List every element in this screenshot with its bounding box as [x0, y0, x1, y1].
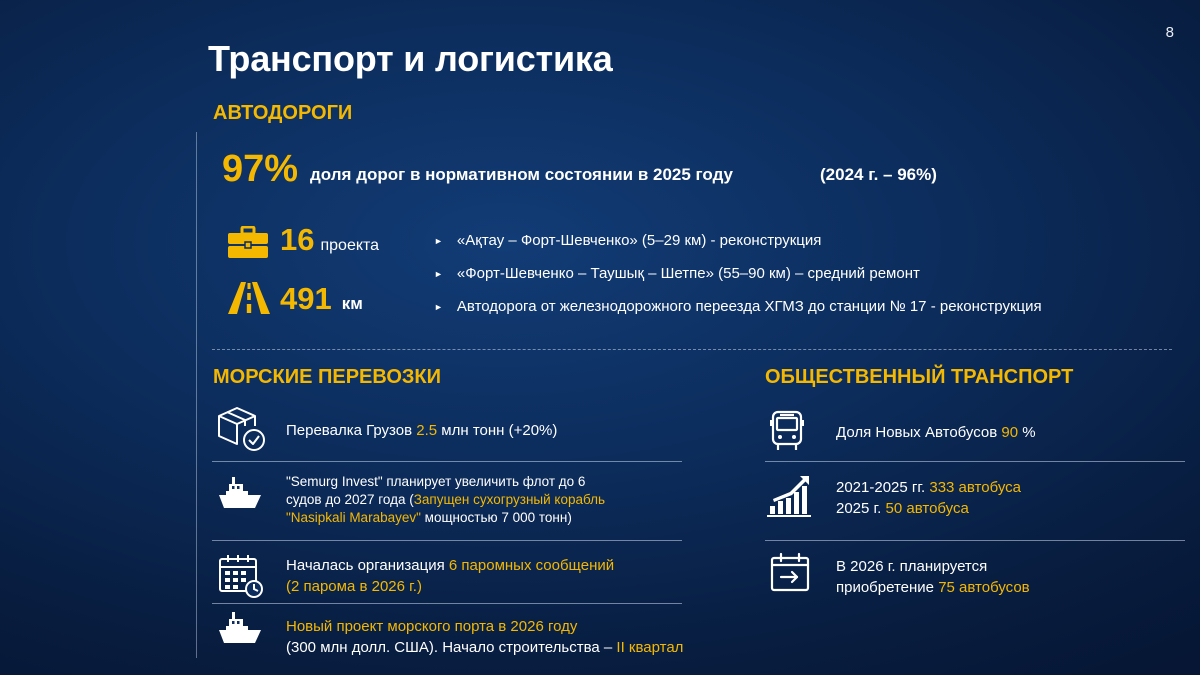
fleet-ship-name: "Nasipkali Marabayev"	[286, 510, 421, 525]
row-divider	[212, 461, 682, 462]
plan-line2	[836, 577, 1030, 598]
fleet-line2-text: судов до 2027 года (	[286, 492, 414, 507]
new-buses-line	[836, 422, 1036, 443]
roads-heading: АВТОДОРОГИ	[213, 102, 353, 124]
row-divider	[212, 540, 682, 541]
plan-text	[836, 556, 1030, 598]
cargo-line	[286, 420, 557, 441]
row-divider	[765, 540, 1185, 541]
plan-label: приобретение	[836, 579, 935, 596]
page-number: 8	[1165, 24, 1174, 41]
fleet-line3-text: мощностью 7 000 тонн)	[424, 510, 572, 525]
period-label1: 2021-2025 гг.	[836, 479, 926, 496]
ferry-highlight: 6 паромных сообщений	[448, 557, 615, 574]
roads-share-value: 97%	[222, 148, 299, 190]
growth-chart-icon	[766, 474, 812, 518]
projects-value: 16	[280, 222, 315, 257]
road-icon	[228, 282, 270, 314]
calendar-icon	[218, 553, 264, 599]
ferry-line2: (2 парома в 2026 г.)	[286, 578, 422, 595]
list-item-text: «Форт-Шевченко – Таушық – Шетпе» (55–90 км) – средний ремонт	[456, 265, 920, 282]
period-line1	[836, 477, 1021, 498]
port-line1: Новый проект морского порта в 2026 году	[286, 618, 578, 635]
period-value2: 50 автобуса	[885, 500, 969, 517]
public-heading: ОБЩЕСТВЕННЫЙ ТРАНСПОРТ	[765, 366, 1074, 388]
new-buses-value: 90	[1001, 424, 1019, 441]
bullet-arrow-icon: ►	[434, 301, 443, 312]
row-divider	[212, 603, 682, 604]
list-item	[434, 232, 1042, 249]
list-item	[434, 265, 1042, 282]
new-buses-suffix: %	[1022, 424, 1036, 441]
cargo-label: Перевалка Грузов	[286, 422, 413, 439]
period-line2	[836, 498, 1021, 519]
ship-icon	[218, 475, 262, 511]
length-value: 491	[280, 281, 332, 316]
length-unit: км	[341, 294, 363, 313]
section-divider	[212, 349, 1172, 350]
briefcase-icon	[228, 226, 268, 258]
bus-icon	[770, 410, 804, 452]
period-label2: 2025 г.	[836, 500, 882, 517]
fleet-line1: "Semurg Invest" планирует увеличить флот до 6	[286, 474, 586, 489]
projects-stat	[280, 222, 379, 258]
port-line2-highlight: II квартал	[616, 639, 684, 656]
ferry-label: Началась организация	[286, 557, 445, 574]
roads-projects-list	[434, 232, 1042, 331]
fleet-line2	[286, 491, 605, 509]
cargo-suffix: млн тонн (+20%)	[441, 422, 558, 439]
row-divider	[765, 461, 1185, 462]
bullet-arrow-icon: ►	[434, 235, 443, 246]
plan-line1: В 2026 г. планируется	[836, 558, 988, 575]
port-line2	[286, 637, 683, 658]
fleet-line3	[286, 509, 605, 527]
period-value1: 333 автобуса	[929, 479, 1022, 496]
list-item-text: «Ақтау – Форт-Шевченко» (5–29 км) - реконструкция	[456, 232, 822, 249]
projects-unit: проекта	[320, 237, 380, 254]
roads-share-text: доля дорог в нормативном состоянии в 2025 году	[310, 165, 734, 184]
page-title: Транспорт и логистика	[208, 38, 613, 79]
bullet-arrow-icon: ►	[434, 268, 443, 279]
length-stat	[280, 281, 363, 317]
calendar-arrow-icon	[770, 552, 810, 592]
port-line2-text: (300 млн долл. США). Начало строительства –	[286, 639, 613, 656]
fleet-line2-highlight: Запущен сухогрузный корабль	[413, 492, 606, 507]
cargo-box-icon	[217, 404, 267, 452]
plan-value: 75 автобусов	[938, 579, 1030, 596]
roads-share-prev: (2024 г. – 96%)	[820, 165, 937, 184]
list-item	[434, 298, 1042, 315]
ship-icon	[218, 610, 262, 646]
fleet-text	[286, 473, 605, 527]
ferry-line1	[286, 555, 614, 576]
port-text	[286, 616, 683, 658]
ferry-text	[286, 555, 614, 597]
sea-heading: МОРСКИЕ ПЕРЕВОЗКИ	[213, 366, 441, 388]
vertical-divider	[196, 132, 197, 658]
cargo-value: 2.5	[416, 422, 438, 439]
list-item-text: Автодорога от железнодорожного переезда ХГМЗ до станции № 17 - реконструкция	[456, 298, 1042, 315]
period-text	[836, 477, 1021, 519]
new-buses-label: Доля Новых Автобусов	[836, 424, 998, 441]
